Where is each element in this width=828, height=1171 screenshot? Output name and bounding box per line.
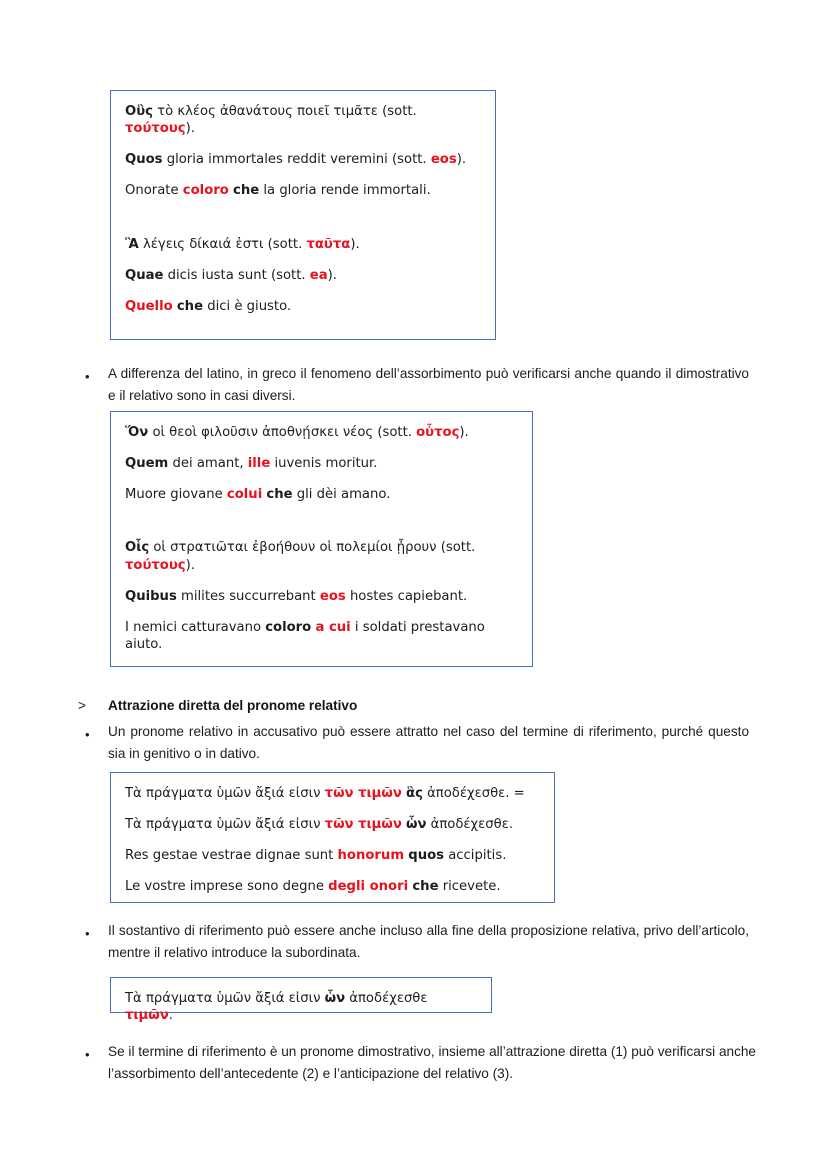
example-text-run: la gloria rende immortali.	[259, 183, 431, 199]
example-line-spacer	[125, 214, 481, 236]
example-line	[125, 486, 518, 503]
example-text-run: accipitis.	[444, 848, 507, 864]
example-text-run: οὗτος	[416, 425, 460, 440]
example-text-run: a cui	[315, 619, 351, 635]
example-text-run: hostes capiebant.	[345, 588, 468, 604]
example-text-run: i soldati prestavano aiuto.	[125, 619, 485, 653]
example-text-run: ἀποδέχεσθε. =	[422, 786, 525, 801]
example-text-run: τιμῶν	[125, 1008, 169, 1024]
example-text-run: Τὰ πράγματα ὑμῶν ἄξιά εἰσιν	[125, 817, 325, 833]
example-line	[125, 236, 481, 253]
example-text-run: ille	[247, 456, 271, 472]
example-text-run: τῶν τιμῶν	[324, 817, 402, 833]
example-box-absorbimento-2	[110, 411, 533, 667]
example-text-run: ).	[456, 152, 467, 168]
example-text-run: coloro	[265, 619, 312, 635]
example-text-run: eos	[319, 588, 346, 604]
example-text-run: Quello	[125, 298, 173, 314]
example-text-run: dici è giusto.	[203, 298, 292, 314]
example-text-run: Quibus	[125, 588, 177, 604]
example-text-run: .	[168, 1008, 173, 1024]
paragraph-pronome-accusativo: Un pronome relativo in accusativo può essere attratto nel caso del termine di riferimento, purché questo sia in genitivo o in dativo.	[108, 724, 749, 762]
example-line	[125, 182, 481, 199]
example-text-run: ).	[350, 236, 360, 252]
example-line	[125, 267, 481, 284]
example-text-run: degli onori	[328, 879, 409, 895]
example-line-spacer	[125, 517, 518, 539]
example-text-run: ἀποδέχεσθε.	[426, 817, 514, 833]
example-text-run: honorum	[337, 848, 405, 864]
example-text-run: Ὅν	[125, 425, 149, 440]
bullet-marker: •	[85, 1047, 90, 1062]
example-text-run: ὧν	[406, 817, 427, 833]
example-text-run: dei amant,	[168, 456, 248, 472]
example-text-run: quos	[408, 848, 445, 864]
example-line	[125, 816, 540, 833]
example-line	[125, 298, 481, 315]
example-box-absorbimento-1	[110, 90, 496, 340]
example-text-run: ).	[185, 121, 195, 137]
example-text-run: che	[266, 487, 293, 503]
example-text-run: eos	[430, 152, 457, 168]
bullet-marker: •	[85, 926, 90, 941]
bullet-marker: •	[85, 727, 90, 742]
example-text-run: Muore giovane	[125, 487, 227, 503]
example-text-run: Οὓς	[125, 104, 153, 119]
heading-attrazione-diretta: Attrazione diretta del pronome relativo	[108, 698, 358, 713]
example-text-run: che	[412, 879, 439, 895]
example-text-run: τὸ κλέος ἀθανάτους ποιεῖ τιμᾶτε (sott.	[152, 104, 417, 119]
example-text-run: coloro	[182, 183, 229, 199]
example-text-run: τούτους	[125, 557, 186, 573]
example-text-run: λέγεις δίκαιά ἐστι (sott.	[138, 236, 307, 252]
example-line	[125, 990, 477, 1024]
example-text-run: gli dèi amano.	[292, 487, 391, 503]
example-box-sostantivo-incluso	[110, 977, 492, 1024]
example-text-run: Res gestae vestrae dignae sunt	[125, 848, 338, 864]
example-text-run: ricevete.	[438, 879, 501, 895]
paragraph-sostantivo-incluso: Il sostantivo di riferimento può essere anche incluso alla fine della proposizione relativa, privo dell’articolo, mentre il relativo introduce la subordinata.	[108, 923, 749, 961]
example-line	[125, 151, 481, 168]
example-text-run: Quem	[125, 456, 169, 472]
example-line	[125, 539, 518, 573]
example-text-run: Onorate	[125, 183, 183, 199]
example-text-run: iuvenis moritur.	[270, 456, 378, 472]
bullet-marker: •	[85, 369, 90, 384]
example-text-run: gloria immortales reddit veremini (sott.	[162, 152, 431, 168]
example-text-run: I nemici catturavano	[125, 619, 266, 635]
example-text-run: ἀποδέχεσθε	[345, 991, 428, 1006]
example-text-run: ).	[459, 425, 469, 440]
example-text-run: ea	[309, 267, 328, 283]
example-text-run: che	[176, 298, 204, 314]
example-text-run: Τὰ πράγματα ὑμῶν ἄξιά εἰσιν	[125, 991, 325, 1006]
example-line	[125, 588, 518, 605]
example-text-run: che	[233, 183, 260, 199]
example-line	[125, 847, 540, 864]
example-text-run: ).	[327, 267, 337, 283]
example-line	[125, 785, 540, 802]
paragraph-termine-dimostrativo: Se il termine di riferimento è un pronome dimostrativo, insieme all’attrazione diretta (1) può verificarsi anche l’assorbimento dell’antecedente (2) e l’anticipazione del relativo (3).	[108, 1044, 756, 1082]
example-text-run: milites succurrebant	[176, 588, 320, 604]
chevron-marker-icon: >	[78, 698, 86, 713]
example-text-run: Le vostre imprese sono degne	[125, 879, 329, 895]
example-line	[125, 619, 518, 653]
example-text-run: dicis iusta sunt (sott.	[163, 267, 310, 283]
example-line	[125, 455, 518, 472]
example-text-run: οἱ στρατιῶται ἐβοήθουν οἱ πολεμίοι ᾖρουν (sott.	[149, 540, 476, 556]
example-text-run: ταῦτα	[306, 236, 351, 252]
example-text-run: Quos	[125, 152, 163, 168]
paragraph-assorbimento-casi-diversi: A differenza del latino, in greco il fenomeno dell’assorbimento può verificarsi anche quando il dimostrativo e il relativo sono in casi diversi.	[108, 366, 749, 404]
example-line	[125, 103, 481, 137]
example-text-run: τῶν τιμῶν	[324, 786, 402, 801]
example-line	[125, 878, 540, 895]
example-text-run: Οἷς	[125, 540, 150, 556]
example-box-attrazione-diretta	[110, 772, 555, 903]
example-text-run: Τὰ πράγματα ὑμῶν ἄξιά εἰσιν	[125, 786, 325, 801]
example-text-run: ὧν	[324, 991, 346, 1006]
example-text-run: Quae	[125, 267, 164, 283]
example-text-run: τούτους	[125, 121, 186, 137]
example-text-run: ἃς	[406, 786, 423, 801]
example-text-run: οἱ θεοὶ φιλοῦσιν ἀποθνῄσκει νέος (sott.	[148, 425, 417, 440]
example-text-run: ).	[185, 557, 195, 573]
example-text-run: Ἃ	[125, 236, 139, 252]
example-text-run: colui	[226, 487, 263, 503]
example-line	[125, 424, 518, 441]
